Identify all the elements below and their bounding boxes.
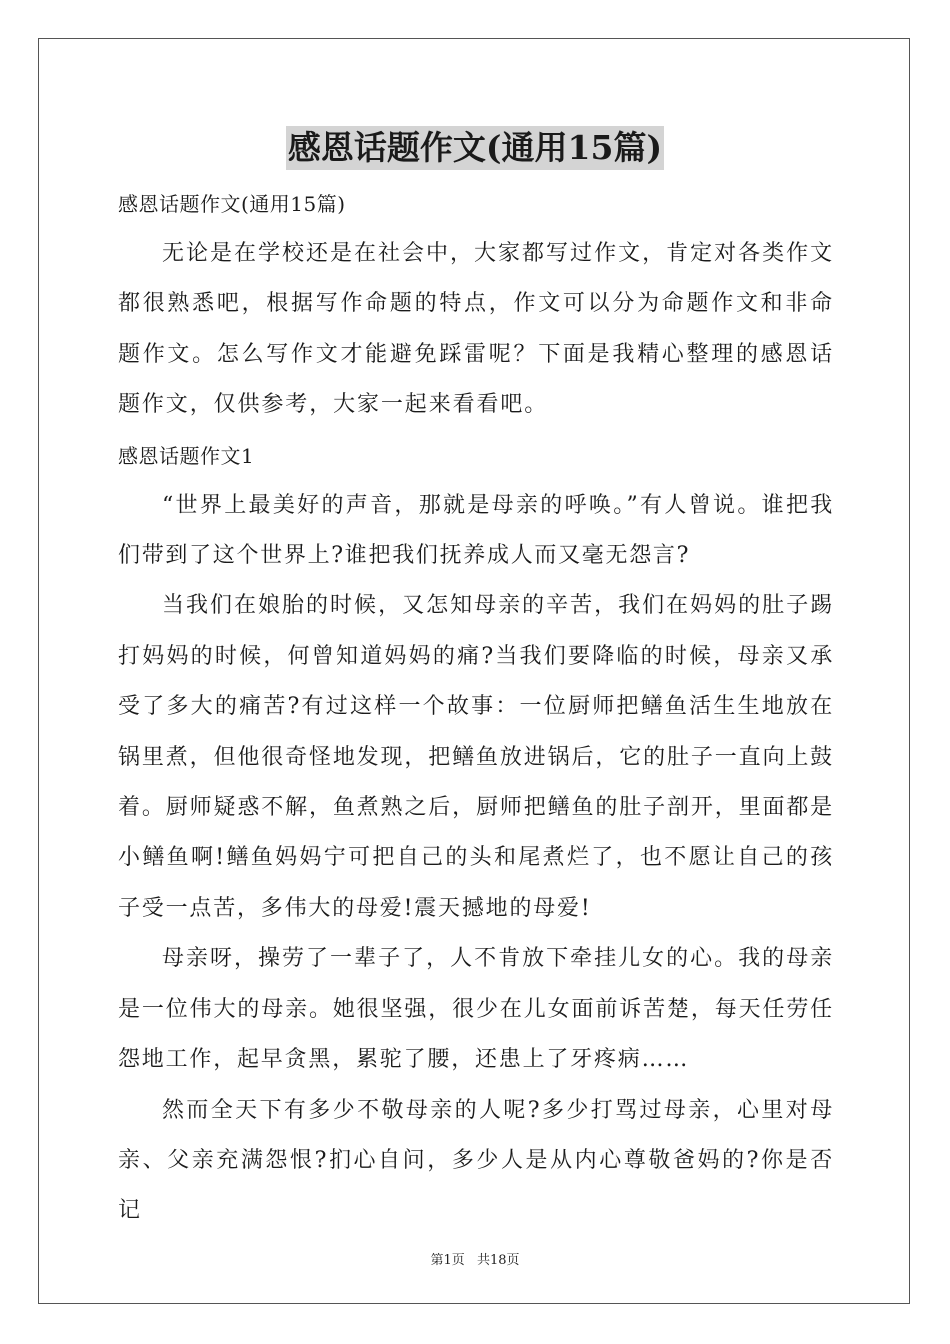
page-total: 共18页 (476, 1253, 520, 1268)
body-paragraph: “世界上最美好的声音，那就是母亲的呼唤。”有人曾说。谁把我们带到了这个世界上?谁把我们抚养成人而又毫无怨言? (118, 492, 834, 569)
document-subtitle: 感恩话题作文(通用15篇) (118, 192, 346, 216)
body-paragraph: 母亲呀，操劳了一辈子了，人不肯放下牵挂儿女的心。我的母亲是一位伟大的母亲。她很坚强，很少在儿女面前诉苦楚，每天任劳任怨地工作，起早贪黑，累驼了腰，还患上了牙疼病…… (118, 946, 834, 1073)
body-paragraph: 当我们在娘胎的时候，又怎知母亲的辛苦，我们在妈妈的肚子踢打妈妈的时候，何曾知道妈妈的痛?当我们要降临的时候，母亲又承受了多大的痛苦?有过这样一个故事：一位厨师把鳝鱼活生生地放在锅里煮，但他很奇怪地发现，把鳝鱼放进锅后，它的肚子一直向上鼓着。厨师疑惑不解，鱼煮熟之后，厨师把鳝鱼的肚子剖开，里面都是小鳝鱼啊!鳝鱼妈妈宁可把自己的头和尾煮烂了，也不愿让自己的孩子受一点苦，多伟大的母爱!震天撼地的母爱! (118, 593, 834, 921)
document-body (118, 179, 834, 1237)
section-heading: 感恩话题作文1 (118, 443, 255, 468)
intro-paragraph: 无论是在学校还是在社会中，大家都写过作文，肯定对各类作文都很熟悉吧，根据写作命题的特点，作文可以分为命题作文和非命题作文。怎么写作文才能避免踩雷呢？下面是我精心整理的感恩话题作文，仅供参考，大家一起来看看吧。 (118, 241, 834, 418)
title-area (0, 126, 950, 170)
body-paragraph: 然而全天下有多少不敬母亲的人呢?多少打骂过母亲，心里对母亲、父亲充满怨恨?扪心自问，多少人是从内心尊敬爸妈的?你是否记 (118, 1097, 834, 1224)
page-footer (0, 1249, 950, 1268)
document-title: 感恩话题作文(通用15篇) (286, 126, 664, 170)
page-number: 第1页 (430, 1253, 465, 1268)
